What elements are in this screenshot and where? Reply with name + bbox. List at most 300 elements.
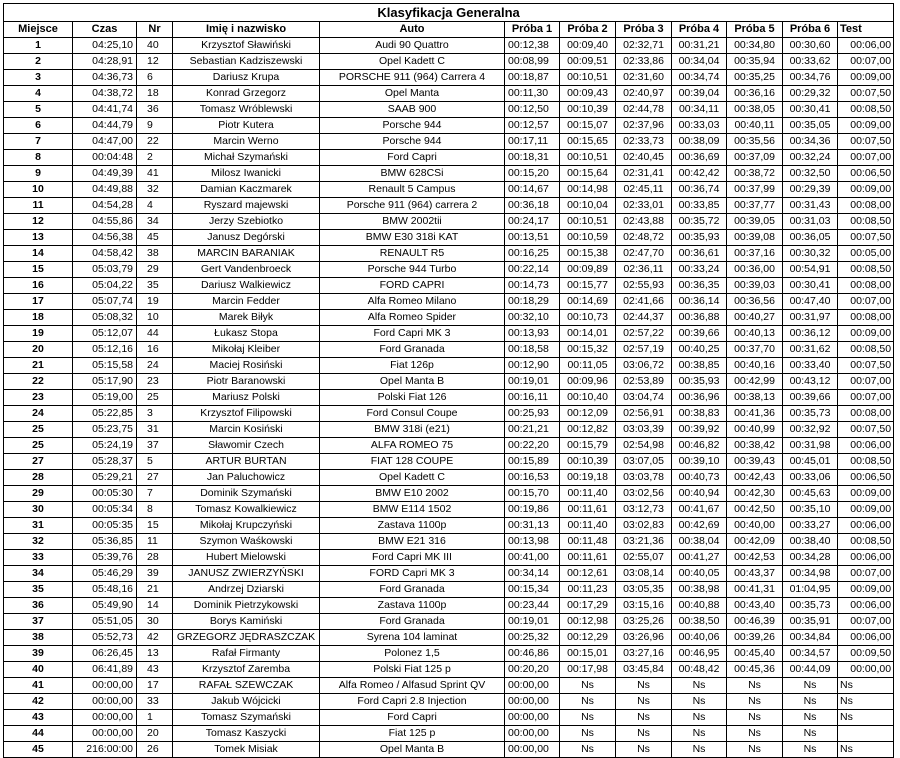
cell-name: Marcin Kosiński — [173, 422, 320, 438]
cell-name: Mariusz Polski — [173, 390, 320, 406]
cell-stage-3: 02:57,22 — [616, 326, 672, 342]
cell-stage-4: 00:39,66 — [672, 326, 727, 342]
table-row — [4, 294, 894, 310]
cell-car: SAAB 900 — [320, 102, 505, 118]
cell-place: 36 — [4, 598, 73, 614]
cell-car: Alfa Romeo Milano — [320, 294, 505, 310]
cell-place: 10 — [4, 182, 73, 198]
cell-stage-4: 00:40,73 — [672, 470, 727, 486]
cell-number: 15 — [137, 518, 173, 534]
cell-test: 00:09,00 — [838, 326, 894, 342]
cell-place: 23 — [4, 390, 73, 406]
cell-name: Piotr Kutera — [173, 118, 320, 134]
col-header-stage-5: Próba 5 — [727, 22, 783, 38]
cell-stage-3: Ns — [616, 694, 672, 710]
cell-name: Ryszard majewski — [173, 198, 320, 214]
cell-time: 05:36,85 — [73, 534, 137, 550]
cell-stage-4: 00:40,06 — [672, 630, 727, 646]
cell-stage-1: 00:16,53 — [505, 470, 560, 486]
col-header-number: Nr — [137, 22, 173, 38]
cell-name: Tomasz Szymański — [173, 710, 320, 726]
cell-stage-6: 00:36,12 — [783, 326, 838, 342]
cell-stage-1: 00:19,01 — [505, 614, 560, 630]
cell-car: Fiat 126p — [320, 358, 505, 374]
cell-test: 00:09,50 — [838, 646, 894, 662]
cell-stage-4: 00:38,50 — [672, 614, 727, 630]
cell-name: Krzysztof Filipowski — [173, 406, 320, 422]
cell-stage-5: 00:38,72 — [727, 166, 783, 182]
cell-stage-1: 00:24,17 — [505, 214, 560, 230]
cell-stage-1: 00:12,90 — [505, 358, 560, 374]
cell-name: Dariusz Krupa — [173, 70, 320, 86]
cell-time: 04:36,73 — [73, 70, 137, 86]
cell-stage-6: 00:31,98 — [783, 438, 838, 454]
table-row — [4, 102, 894, 118]
cell-stage-1: 00:25,32 — [505, 630, 560, 646]
cell-time: 04:41,74 — [73, 102, 137, 118]
cell-stage-6: 00:33,06 — [783, 470, 838, 486]
cell-number: 16 — [137, 342, 173, 358]
cell-car: Zastava 1100p — [320, 518, 505, 534]
cell-car: RENAULT R5 — [320, 246, 505, 262]
cell-stage-3: 02:31,41 — [616, 166, 672, 182]
cell-name: Krzysztof Zaremba — [173, 662, 320, 678]
cell-stage-3: 02:55,93 — [616, 278, 672, 294]
cell-place: 13 — [4, 230, 73, 246]
cell-place: 3 — [4, 70, 73, 86]
cell-stage-1: 00:25,93 — [505, 406, 560, 422]
cell-stage-4: 00:41,27 — [672, 550, 727, 566]
cell-stage-4: 00:36,69 — [672, 150, 727, 166]
cell-time: 04:55,86 — [73, 214, 137, 230]
table-row — [4, 182, 894, 198]
cell-number: 11 — [137, 534, 173, 550]
cell-stage-3: 03:07,05 — [616, 454, 672, 470]
cell-place: 44 — [4, 726, 73, 742]
cell-stage-6: 00:36,05 — [783, 230, 838, 246]
cell-test: 00:09,00 — [838, 486, 894, 502]
cell-time: 05:22,85 — [73, 406, 137, 422]
cell-stage-4: 00:38,04 — [672, 534, 727, 550]
cell-place: 42 — [4, 694, 73, 710]
cell-number: 39 — [137, 566, 173, 582]
cell-time: 05:24,19 — [73, 438, 137, 454]
cell-car: Alfa Romeo / Alfasud Sprint QV — [320, 678, 505, 694]
cell-test: 00:08,00 — [838, 406, 894, 422]
cell-stage-3: Ns — [616, 678, 672, 694]
cell-stage-3: 03:06,72 — [616, 358, 672, 374]
cell-number: 25 — [137, 390, 173, 406]
cell-stage-6: 00:32,50 — [783, 166, 838, 182]
cell-stage-5: 00:39,26 — [727, 630, 783, 646]
cell-stage-2: 00:10,04 — [560, 198, 616, 214]
cell-stage-3: 02:32,71 — [616, 38, 672, 54]
cell-stage-4: 00:35,72 — [672, 214, 727, 230]
cell-time: 04:38,72 — [73, 86, 137, 102]
cell-stage-3: 03:15,16 — [616, 598, 672, 614]
cell-stage-3: 02:54,98 — [616, 438, 672, 454]
cell-stage-5: 00:45,40 — [727, 646, 783, 662]
cell-stage-6: 00:34,84 — [783, 630, 838, 646]
cell-place: 37 — [4, 614, 73, 630]
cell-test: 00:08,50 — [838, 454, 894, 470]
cell-stage-3: 02:44,37 — [616, 310, 672, 326]
table-row — [4, 70, 894, 86]
cell-place: 7 — [4, 134, 73, 150]
cell-time: 00:05:35 — [73, 518, 137, 534]
table-row — [4, 214, 894, 230]
cell-stage-2: 00:15,77 — [560, 278, 616, 294]
cell-time: 04:54,28 — [73, 198, 137, 214]
table-row — [4, 470, 894, 486]
cell-stage-4: Ns — [672, 678, 727, 694]
cell-number: 3 — [137, 406, 173, 422]
cell-stage-3: 02:44,78 — [616, 102, 672, 118]
cell-test: 00:08,50 — [838, 342, 894, 358]
cell-stage-4: Ns — [672, 694, 727, 710]
cell-stage-5: 00:42,43 — [727, 470, 783, 486]
cell-stage-1: 00:12,57 — [505, 118, 560, 134]
cell-stage-2: 00:10,59 — [560, 230, 616, 246]
cell-stage-6: 00:30,60 — [783, 38, 838, 54]
cell-stage-3: 03:26,96 — [616, 630, 672, 646]
cell-place: 30 — [4, 502, 73, 518]
cell-stage-3: 03:12,73 — [616, 502, 672, 518]
col-header-name: Imię i nazwisko — [173, 22, 320, 38]
cell-place: 11 — [4, 198, 73, 214]
cell-name: Michał Szymański — [173, 150, 320, 166]
cell-time: 05:19,00 — [73, 390, 137, 406]
cell-stage-1: 00:15,20 — [505, 166, 560, 182]
cell-car: Alfa Romeo Spider — [320, 310, 505, 326]
cell-stage-4: 00:34,11 — [672, 102, 727, 118]
cell-name: Tomek Misiak — [173, 742, 320, 758]
cell-stage-2: 00:09,40 — [560, 38, 616, 54]
cell-stage-3: 03:02,83 — [616, 518, 672, 534]
cell-stage-2: 00:12,29 — [560, 630, 616, 646]
cell-time: 05:15,58 — [73, 358, 137, 374]
cell-stage-4: 00:38,83 — [672, 406, 727, 422]
cell-stage-5: 00:36,16 — [727, 86, 783, 102]
table-row — [4, 518, 894, 534]
cell-stage-3: 03:45,84 — [616, 662, 672, 678]
cell-number: 27 — [137, 470, 173, 486]
cell-test: Ns — [838, 742, 894, 758]
cell-test: 00:07,50 — [838, 358, 894, 374]
cell-stage-2: 00:11,05 — [560, 358, 616, 374]
cell-number: 10 — [137, 310, 173, 326]
cell-stage-1: 00:21,21 — [505, 422, 560, 438]
cell-stage-4: 00:46,82 — [672, 438, 727, 454]
cell-time: 04:47,00 — [73, 134, 137, 150]
cell-stage-6: 00:35,10 — [783, 502, 838, 518]
table-row — [4, 118, 894, 134]
cell-place: 18 — [4, 310, 73, 326]
cell-stage-1: 00:00,00 — [505, 726, 560, 742]
table-row — [4, 198, 894, 214]
table-row — [4, 358, 894, 374]
cell-stage-1: 00:41,00 — [505, 550, 560, 566]
cell-test: 00:08,00 — [838, 278, 894, 294]
cell-name: Maciej Rosiński — [173, 358, 320, 374]
cell-place: 45 — [4, 742, 73, 758]
cell-time: 05:29,21 — [73, 470, 137, 486]
cell-stage-5: 00:39,05 — [727, 214, 783, 230]
cell-place: 31 — [4, 518, 73, 534]
cell-car: Porsche 944 Turbo — [320, 262, 505, 278]
cell-stage-1: 00:13,98 — [505, 534, 560, 550]
cell-stage-4: 00:35,93 — [672, 230, 727, 246]
cell-test: 00:06,00 — [838, 518, 894, 534]
cell-stage-6: Ns — [783, 710, 838, 726]
cell-place: 19 — [4, 326, 73, 342]
cell-name: Gert Vandenbroeck — [173, 262, 320, 278]
cell-stage-6: 00:35,73 — [783, 406, 838, 422]
cell-time: 00:00,00 — [73, 710, 137, 726]
table-row — [4, 486, 894, 502]
cell-stage-2: 00:15,64 — [560, 166, 616, 182]
cell-number: 8 — [137, 502, 173, 518]
cell-place: 8 — [4, 150, 73, 166]
cell-stage-5: 00:40,11 — [727, 118, 783, 134]
table-row — [4, 742, 894, 758]
cell-time: 04:28,91 — [73, 54, 137, 70]
cell-time: 00:05:34 — [73, 502, 137, 518]
cell-stage-3: 02:43,88 — [616, 214, 672, 230]
header-row — [4, 22, 894, 38]
cell-name: Dariusz Walkiewicz — [173, 278, 320, 294]
cell-time: 05:28,37 — [73, 454, 137, 470]
cell-stage-3: 02:33,86 — [616, 54, 672, 70]
cell-test: 00:08,50 — [838, 262, 894, 278]
cell-stage-5: 00:37,77 — [727, 198, 783, 214]
cell-place: 25 — [4, 422, 73, 438]
cell-stage-5: 00:40,27 — [727, 310, 783, 326]
cell-stage-4: 00:42,42 — [672, 166, 727, 182]
cell-stage-6: 00:30,41 — [783, 102, 838, 118]
cell-stage-3: 02:55,07 — [616, 550, 672, 566]
cell-stage-6: 00:30,32 — [783, 246, 838, 262]
cell-number: 26 — [137, 742, 173, 758]
cell-car: Porsche 911 (964) carrera 2 — [320, 198, 505, 214]
cell-number: 18 — [137, 86, 173, 102]
cell-test: 00:09,00 — [838, 70, 894, 86]
table-row — [4, 374, 894, 390]
cell-place: 6 — [4, 118, 73, 134]
cell-stage-2: 00:15,01 — [560, 646, 616, 662]
cell-car: Opel Manta B — [320, 742, 505, 758]
cell-name: Jakub Wójcicki — [173, 694, 320, 710]
cell-test: 00:08,50 — [838, 214, 894, 230]
cell-stage-4: 00:36,88 — [672, 310, 727, 326]
cell-place: 24 — [4, 406, 73, 422]
cell-stage-4: 00:36,35 — [672, 278, 727, 294]
cell-stage-6: 00:32,24 — [783, 150, 838, 166]
cell-car: BMW E10 2002 — [320, 486, 505, 502]
cell-stage-6: 00:38,40 — [783, 534, 838, 550]
cell-stage-2: 00:10,51 — [560, 70, 616, 86]
cell-stage-3: Ns — [616, 726, 672, 742]
cell-car: Zastava 1100p — [320, 598, 505, 614]
cell-test: 00:09,00 — [838, 502, 894, 518]
cell-stage-4: 00:39,04 — [672, 86, 727, 102]
cell-time: 00:04:48 — [73, 150, 137, 166]
cell-number: 6 — [137, 70, 173, 86]
cell-car: BMW E114 1502 — [320, 502, 505, 518]
cell-time: 05:04,22 — [73, 278, 137, 294]
cell-number: 14 — [137, 598, 173, 614]
cell-test: 00:08,50 — [838, 534, 894, 550]
col-header-stage-6: Próba 6 — [783, 22, 838, 38]
cell-number: 22 — [137, 134, 173, 150]
cell-stage-6: 00:30,41 — [783, 278, 838, 294]
cell-stage-1: 00:00,00 — [505, 678, 560, 694]
cell-stage-2: 00:17,29 — [560, 598, 616, 614]
cell-stage-4: 00:38,98 — [672, 582, 727, 598]
cell-name: Szymon Waśkowski — [173, 534, 320, 550]
cell-name: Damian Kaczmarek — [173, 182, 320, 198]
cell-stage-2: 00:19,18 — [560, 470, 616, 486]
cell-stage-4: Ns — [672, 710, 727, 726]
cell-stage-1: 00:31,13 — [505, 518, 560, 534]
cell-stage-6: 00:31,62 — [783, 342, 838, 358]
cell-stage-1: 00:00,00 — [505, 742, 560, 758]
cell-place: 40 — [4, 662, 73, 678]
cell-stage-3: 03:08,14 — [616, 566, 672, 582]
cell-car: Polski Fiat 125 p — [320, 662, 505, 678]
cell-stage-1: 00:15,34 — [505, 582, 560, 598]
cell-stage-6: 00:31,03 — [783, 214, 838, 230]
cell-stage-5: 00:35,94 — [727, 54, 783, 70]
col-header-test: Test — [838, 22, 894, 38]
cell-test: Ns — [838, 678, 894, 694]
cell-place: 28 — [4, 470, 73, 486]
cell-stage-2: 00:15,38 — [560, 246, 616, 262]
cell-test: 00:08,00 — [838, 198, 894, 214]
cell-stage-5: 00:38,42 — [727, 438, 783, 454]
cell-stage-1: 00:20,20 — [505, 662, 560, 678]
cell-stage-2: Ns — [560, 710, 616, 726]
cell-stage-6: 00:35,91 — [783, 614, 838, 630]
cell-name: Tomasz Wróblewski — [173, 102, 320, 118]
cell-stage-1: 00:36,18 — [505, 198, 560, 214]
cell-stage-2: 00:09,89 — [560, 262, 616, 278]
cell-stage-1: 00:16,25 — [505, 246, 560, 262]
cell-test: 00:06,00 — [838, 550, 894, 566]
cell-place: 39 — [4, 646, 73, 662]
cell-stage-3: 02:40,45 — [616, 150, 672, 166]
cell-stage-2: 00:12,61 — [560, 566, 616, 582]
cell-stage-3: 03:02,56 — [616, 486, 672, 502]
cell-car: Ford Granada — [320, 582, 505, 598]
cell-stage-5: 00:39,08 — [727, 230, 783, 246]
cell-stage-6: 00:35,73 — [783, 598, 838, 614]
cell-stage-1: 00:00,00 — [505, 694, 560, 710]
cell-number: 4 — [137, 198, 173, 214]
cell-car: FORD CAPRI — [320, 278, 505, 294]
cell-name: JANUSZ ZWIERZYŃSKI — [173, 566, 320, 582]
cell-name: Konrad Grzegorz — [173, 86, 320, 102]
cell-time: 05:07,74 — [73, 294, 137, 310]
cell-stage-2: Ns — [560, 678, 616, 694]
cell-number: 40 — [137, 38, 173, 54]
cell-stage-3: Ns — [616, 742, 672, 758]
cell-name: Mikołaj Kleiber — [173, 342, 320, 358]
cell-stage-4: 00:33,24 — [672, 262, 727, 278]
cell-stage-3: 03:25,26 — [616, 614, 672, 630]
cell-stage-6: Ns — [783, 742, 838, 758]
cell-test: 00:09,00 — [838, 118, 894, 134]
cell-stage-5: 00:36,56 — [727, 294, 783, 310]
cell-stage-6: 00:39,66 — [783, 390, 838, 406]
cell-name: Krzysztof Sławiński — [173, 38, 320, 54]
cell-stage-2: 00:09,96 — [560, 374, 616, 390]
cell-test: 00:06,00 — [838, 38, 894, 54]
cell-test: 00:07,50 — [838, 230, 894, 246]
cell-time: 05:12,07 — [73, 326, 137, 342]
cell-stage-3: 02:40,97 — [616, 86, 672, 102]
cell-stage-4: 00:40,25 — [672, 342, 727, 358]
table-row — [4, 582, 894, 598]
cell-stage-5: 00:42,30 — [727, 486, 783, 502]
cell-car: Renault 5 Campus — [320, 182, 505, 198]
cell-test: 00:06,00 — [838, 598, 894, 614]
cell-number: 41 — [137, 166, 173, 182]
table-row — [4, 134, 894, 150]
cell-car: Ford Capri — [320, 710, 505, 726]
cell-time: 05:23,75 — [73, 422, 137, 438]
cell-test: 00:06,00 — [838, 438, 894, 454]
cell-number: 37 — [137, 438, 173, 454]
cell-stage-6: 00:33,40 — [783, 358, 838, 374]
cell-stage-2: 00:11,61 — [560, 550, 616, 566]
cell-stage-2: 00:11,23 — [560, 582, 616, 598]
cell-stage-6: 00:29,39 — [783, 182, 838, 198]
cell-stage-3: 02:33,73 — [616, 134, 672, 150]
cell-stage-5: Ns — [727, 710, 783, 726]
cell-car: Syrena 104 laminat — [320, 630, 505, 646]
cell-stage-4: 00:39,92 — [672, 422, 727, 438]
cell-stage-3: 03:03,78 — [616, 470, 672, 486]
cell-car: Polski Fiat 126 — [320, 390, 505, 406]
cell-stage-2: 00:09,43 — [560, 86, 616, 102]
cell-number: 42 — [137, 630, 173, 646]
cell-place: 41 — [4, 678, 73, 694]
cell-stage-5: 00:43,37 — [727, 566, 783, 582]
cell-stage-6: 00:34,36 — [783, 134, 838, 150]
cell-number: 19 — [137, 294, 173, 310]
cell-place: 34 — [4, 566, 73, 582]
cell-time: 05:52,73 — [73, 630, 137, 646]
cell-car: FORD Capri MK 3 — [320, 566, 505, 582]
cell-stage-5: 00:43,40 — [727, 598, 783, 614]
cell-stage-6: 00:34,98 — [783, 566, 838, 582]
cell-stage-2: 00:10,39 — [560, 102, 616, 118]
cell-time: 05:46,29 — [73, 566, 137, 582]
cell-time: 05:03,79 — [73, 262, 137, 278]
table-row — [4, 390, 894, 406]
cell-test: 00:06,50 — [838, 166, 894, 182]
cell-place: 17 — [4, 294, 73, 310]
cell-test: Ns — [838, 710, 894, 726]
cell-time: 216:00:00 — [73, 742, 137, 758]
table-row — [4, 326, 894, 342]
cell-stage-3: 03:21,36 — [616, 534, 672, 550]
cell-stage-3: 03:04,74 — [616, 390, 672, 406]
cell-stage-4: Ns — [672, 726, 727, 742]
cell-stage-6: 00:34,28 — [783, 550, 838, 566]
cell-stage-2: 00:15,32 — [560, 342, 616, 358]
